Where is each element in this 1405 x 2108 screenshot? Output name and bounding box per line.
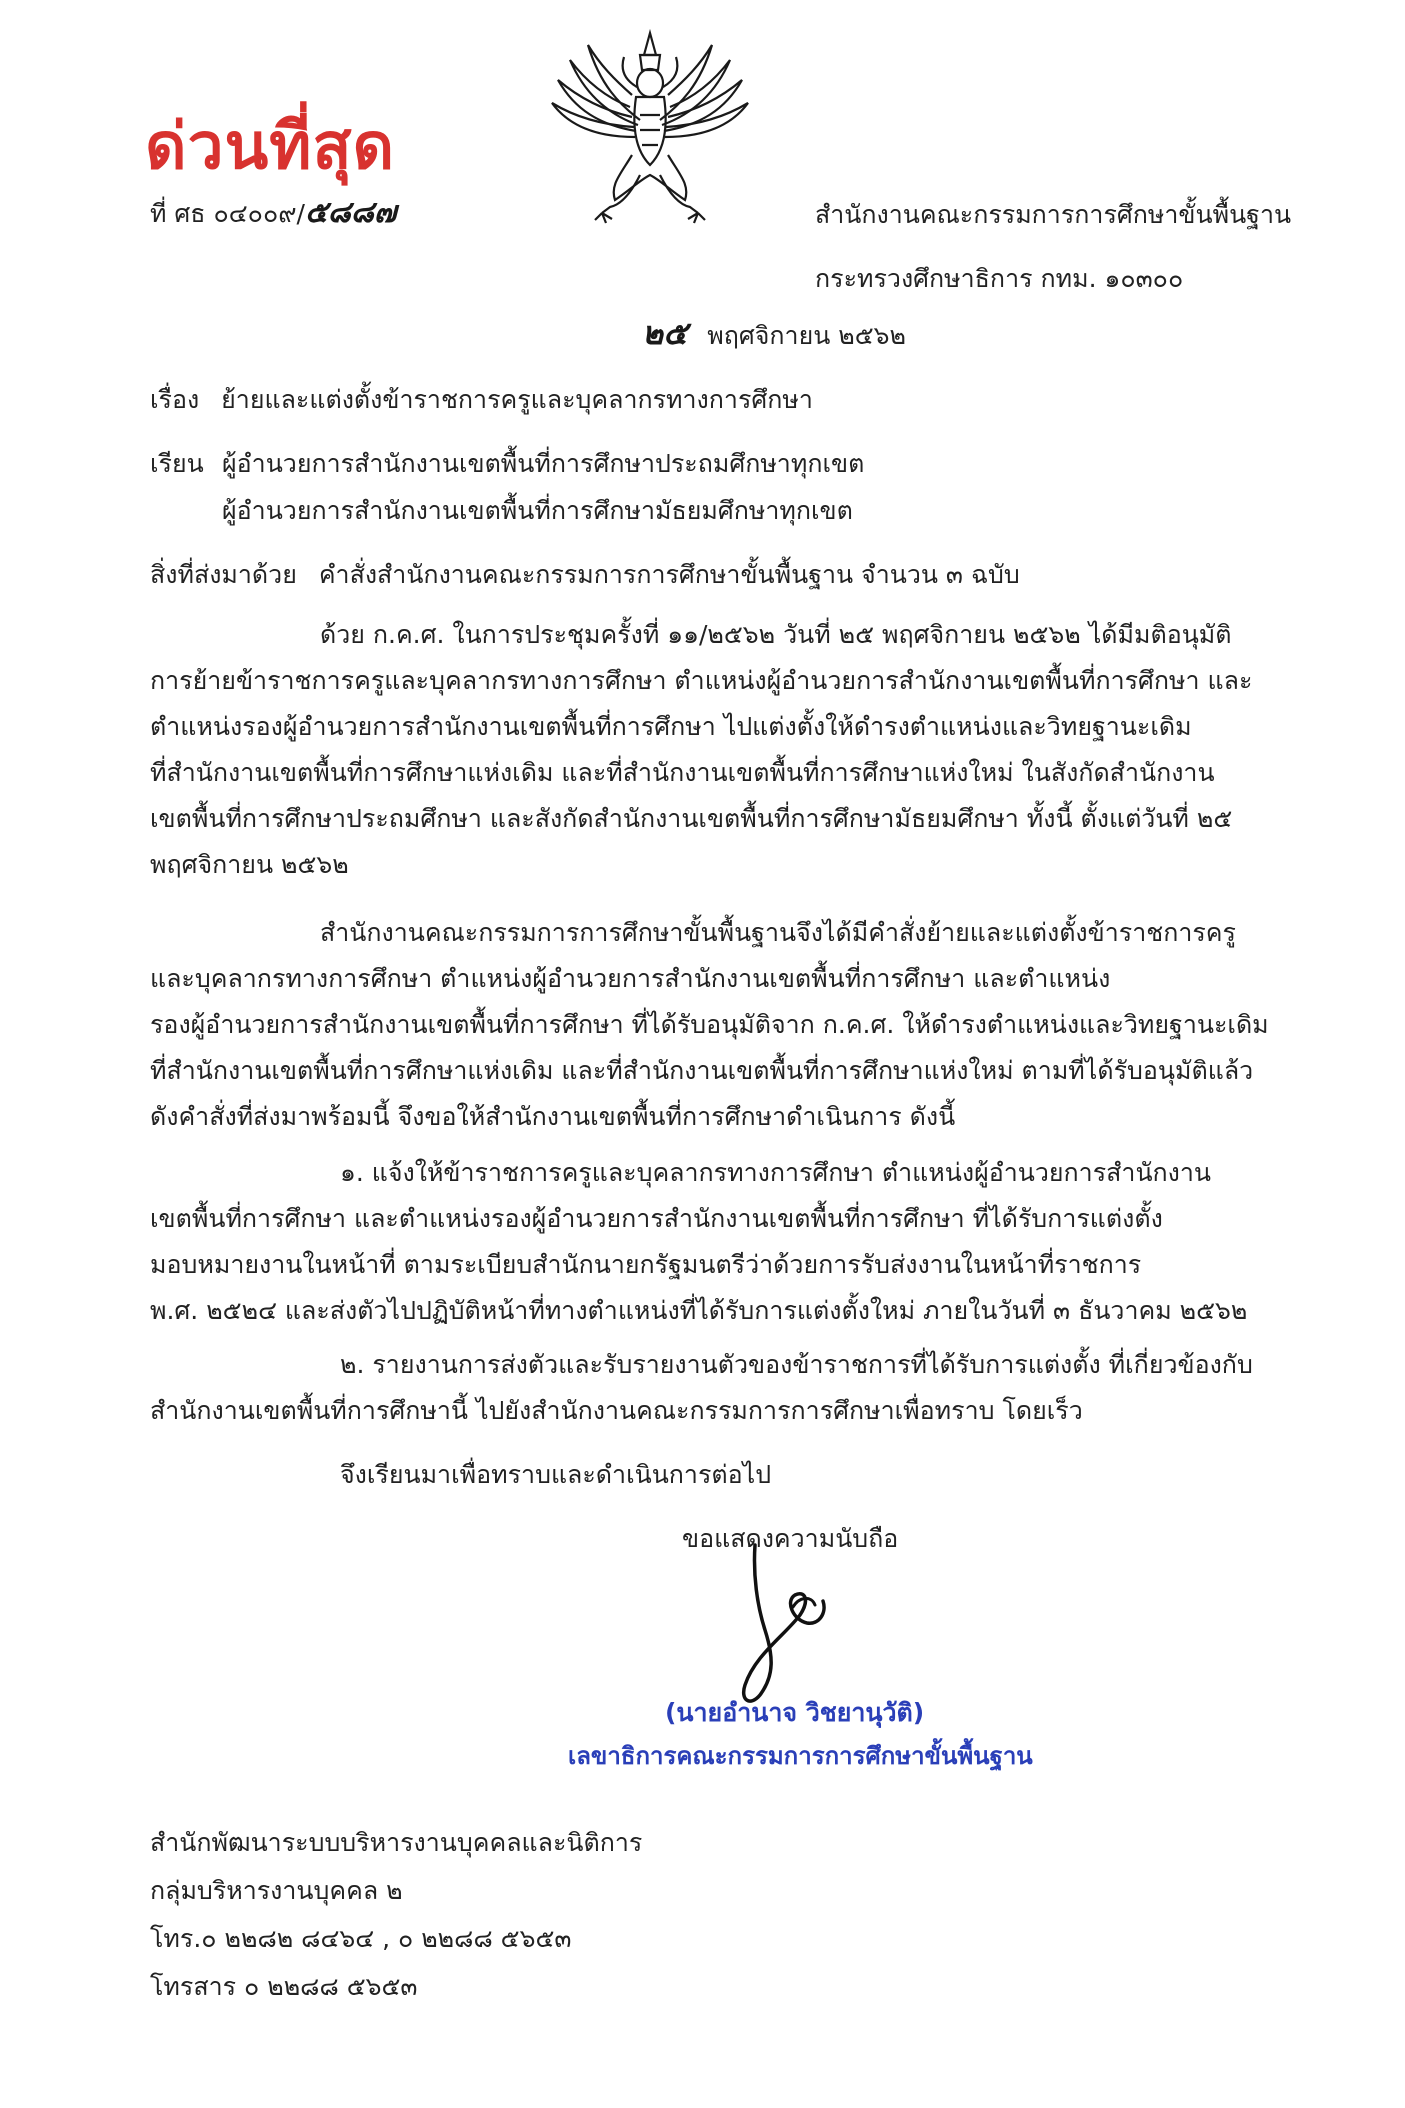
subject-line <box>150 383 813 417</box>
urgent-stamp: ด่วนที่สุด <box>145 109 396 184</box>
signer-name: (นายอำนาจ วิชยานุวัติ) <box>665 1698 925 1727</box>
paragraph-line: เขตพื้นที่การศึกษาประถมศึกษา และสังกัดสำนักงานเขตพื้นที่การศึกษามัธยมศึกษา ทั้งนี้ ตั้งแต่วันที่ ๒๕ <box>150 804 1233 833</box>
paragraph-line: ๑. แจ้งให้ข้าราชการครูและบุคลากรทางการศึกษา ตำแหน่งผู้อำนวยการสำนักงาน <box>340 1158 1212 1187</box>
reference-label: ที่ ศธ ๐๔๐๐๙/ <box>150 199 305 228</box>
enclosure-label: สิ่งที่ส่งมาด้วย <box>150 560 297 589</box>
paragraph-line: ๒. รายงานการส่งตัวและรับรายงานตัวของข้าราชการที่ได้รับการแต่งตั้ง ที่เกี่ยวข้องกับ <box>340 1350 1253 1379</box>
paragraph-line: และบุคลากรทางการศึกษา ตำแหน่งผู้อำนวยการสำนักงานเขตพื้นที่การศึกษา และตำแหน่ง <box>150 964 1111 993</box>
body-paragraph-2 <box>150 910 1302 1140</box>
paragraph-line: มอบหมายงานในหน้าที่ ตามระเบียบสำนักนายกรัฐมนตรีว่าด้วยการรับส่งงานในหน้าที่ราชการ <box>150 1250 1142 1279</box>
paragraph-line: สำนักงานคณะกรรมการการศึกษาขั้นพื้นฐานจึงได้มีคำสั่งย้ายและแต่งตั้งข้าราชการครู <box>320 918 1236 947</box>
subject-label: เรื่อง <box>150 385 200 414</box>
date-day-handwritten: ๒๕ <box>642 314 688 352</box>
paragraph-line: ด้วย ก.ค.ศ. ในการประชุมครั้งที่ ๑๑/๒๕๖๒ วันที่ ๒๕ พฤศจิกายน ๒๕๖๒ ได้มีมติอนุมัติ <box>320 620 1232 649</box>
signer-title: เลขาธิการคณะกรรมการการศึกษาขั้นพื้นฐาน <box>568 1742 1033 1770</box>
paragraph-line: เขตพื้นที่การศึกษา และตำแหน่งรองผู้อำนวยการสำนักงานเขตพื้นที่การศึกษา ที่ได้รับการแต่งตั้ง <box>150 1204 1163 1233</box>
paragraph-line: ที่สำนักงานเขตพื้นที่การศึกษาแห่งเดิม และที่สำนักงานเขตพื้นที่การศึกษาแห่งใหม่ ตามที่ได้รับอนุมัติแล้ว <box>150 1056 1254 1085</box>
paragraph-line: พฤศจิกายน ๒๕๖๒ <box>150 850 349 879</box>
footer-fax: โทรสาร ๐ ๒๒๘๘ ๕๖๕๓ <box>150 1972 418 2001</box>
footer-group: กลุ่มบริหารงานบุคคล ๒ <box>150 1876 403 1905</box>
paragraph-line: ตำแหน่งรองผู้อำนวยการสำนักงานเขตพื้นที่การศึกษา ไปแต่งตั้งให้ดำรงตำแหน่งและวิทยฐานะเดิม <box>150 712 1192 741</box>
instruction-item-2 <box>150 1342 1302 1434</box>
handwritten-signature <box>715 1535 845 1710</box>
enclosure-line <box>150 558 1020 592</box>
recipient-line-2: ผู้อำนวยการสำนักงานเขตพื้นที่การศึกษามัธยมศึกษาทุกเขต <box>222 496 853 525</box>
paragraph-line: พ.ศ. ๒๕๒๔ และส่งตัวไปปฏิบัติหน้าที่ทางตำแหน่งที่ได้รับการแต่งตั้งใหม่ ภายในวันที่ ๓ ธันวาคม ๒๕๖๒ <box>150 1296 1248 1325</box>
paragraph-line: ที่สำนักงานเขตพื้นที่การศึกษาแห่งเดิม และที่สำนักงานเขตพื้นที่การศึกษาแห่งใหม่ ในสังกัดสำนักงาน <box>150 758 1215 787</box>
date-month-year: พฤศจิกายน ๒๕๖๒ <box>707 321 907 350</box>
recipient-line-1: ผู้อำนวยการสำนักงานเขตพื้นที่การศึกษาประถมศึกษาทุกเขต <box>222 449 865 478</box>
letter-date <box>642 316 906 353</box>
paragraph-line: ดังคำสั่งที่ส่งมาพร้อมนี้ จึงขอให้สำนักงานเขตพื้นที่การศึกษาดำเนินการ ดังนี้ <box>150 1102 956 1131</box>
enclosure-text: คำสั่งสำนักงานคณะกรรมการการศึกษาขั้นพื้นฐาน จำนวน ๓ ฉบับ <box>318 560 1020 589</box>
paragraph-line: สำนักงานเขตพื้นที่การศึกษานี้ ไปยังสำนักงานคณะกรรมการการศึกษาเพื่อทราบ โดยเร็ว <box>150 1396 1083 1425</box>
body-paragraph-1 <box>150 612 1302 888</box>
garuda-emblem <box>540 25 760 230</box>
regards-line: ขอแสดงความนับถือ <box>682 1524 899 1553</box>
reference-number <box>150 196 397 231</box>
reference-number-handwritten: ๕๘๘๗ <box>304 195 397 230</box>
footer-office: สำนักพัฒนาระบบบริหารงานบุคคลและนิติการ <box>150 1828 643 1857</box>
issuing-org-name: สำนักงานคณะกรรมการการศึกษาขั้นพื้นฐาน <box>815 200 1292 229</box>
recipient-label: เรียน <box>150 449 204 478</box>
instruction-item-1 <box>150 1150 1302 1334</box>
footer-phone: โทร.๐ ๒๒๘๒ ๘๔๖๔ , ๐ ๒๒๘๘ ๕๖๕๓ <box>150 1924 572 1953</box>
subject-text: ย้ายและแต่งตั้งข้าราชการครูและบุคลากรทางการศึกษา <box>221 385 813 414</box>
paragraph-line: รองผู้อำนวยการสำนักงานเขตพื้นที่การศึกษา ที่ได้รับอนุมัติจาก ก.ค.ศ. ให้ดำรงตำแหน่งและวิทยฐานะเดิม <box>150 1010 1269 1039</box>
paragraph-line: การย้ายข้าราชการครูและบุคลากรทางการศึกษา ตำแหน่งผู้อำนวยการสำนักงานเขตพื้นที่การศึกษา และ <box>150 666 1253 695</box>
closing-sentence: จึงเรียนมาเพื่อทราบและดำเนินการต่อไป <box>340 1460 772 1489</box>
issuing-org-address: กระทรวงศึกษาธิการ กทม. ๑๐๓๐๐ <box>815 264 1184 293</box>
